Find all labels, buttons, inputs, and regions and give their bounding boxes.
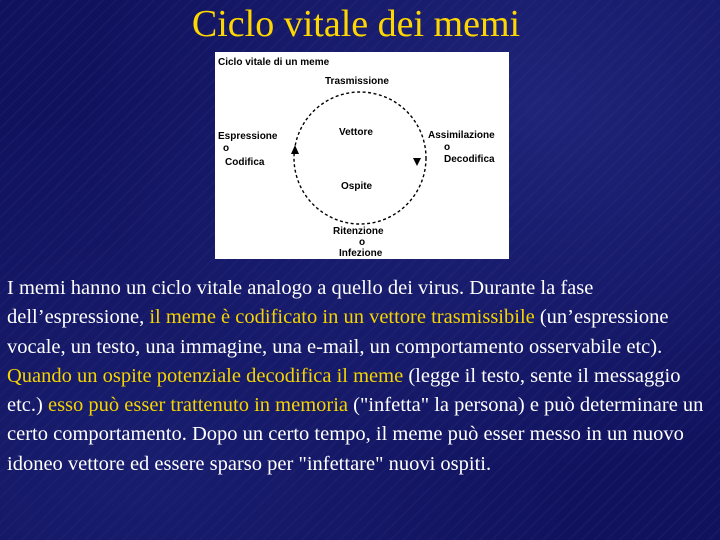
label-bottom-o: o xyxy=(359,237,366,248)
label-decodifica: Decodifica xyxy=(444,154,495,165)
triangle-down-icon xyxy=(413,158,421,166)
body-paragraph xyxy=(7,274,715,479)
slide-title-text: Ciclo vitale dei memi xyxy=(191,3,521,45)
body-text-highlight-1: il meme è codificato in un vettore trasmissibile xyxy=(149,306,535,329)
label-ritenzione: Ritenzione xyxy=(333,226,384,237)
label-espressione: Espressione xyxy=(218,131,278,142)
slide-title xyxy=(0,0,720,48)
label-right-o: o xyxy=(444,142,451,153)
body-text-highlight-3: esso può esser trattenuto in memoria xyxy=(47,394,349,417)
label-left-o: o xyxy=(223,143,230,154)
body-text-highlight-2: Quando un ospite potenziale decodifica il meme xyxy=(7,364,404,387)
body-text-plain-2: (un’espressione vocale, un testo, una immagine, una e-mail, un comportamento osservabile etc). xyxy=(7,306,669,358)
label-codifica: Codifica xyxy=(225,157,265,168)
label-trasmissione: Trasmissione xyxy=(325,76,389,87)
body-text-plain-1: I memi hanno un ciclo vitale analogo a quello dei virus. Durante la fase dell’espressione, xyxy=(7,277,594,329)
label-vettore: Vettore xyxy=(339,127,373,138)
triangle-up-icon xyxy=(291,145,299,154)
meme-lifecycle-diagram xyxy=(215,52,509,259)
cycle-circle xyxy=(294,92,426,224)
diagram-heading: Ciclo vitale di un meme xyxy=(218,57,330,68)
label-ospite: Ospite xyxy=(341,181,373,192)
diagram-canvas xyxy=(215,52,509,259)
body-text-plain-4: ("infetta" la persona) e può determinare un certo comportamento. Dopo un certo tempo, il meme può esser messo in un nuovo idoneo vettore ed essere sparso per "infettare" nuovi ospiti. xyxy=(7,394,704,475)
label-infezione: Infezione xyxy=(339,248,383,259)
body-text-plain-3: (legge il testo, sente il messaggio etc.) xyxy=(7,364,681,417)
label-assimilazione: Assimilazione xyxy=(428,130,495,141)
